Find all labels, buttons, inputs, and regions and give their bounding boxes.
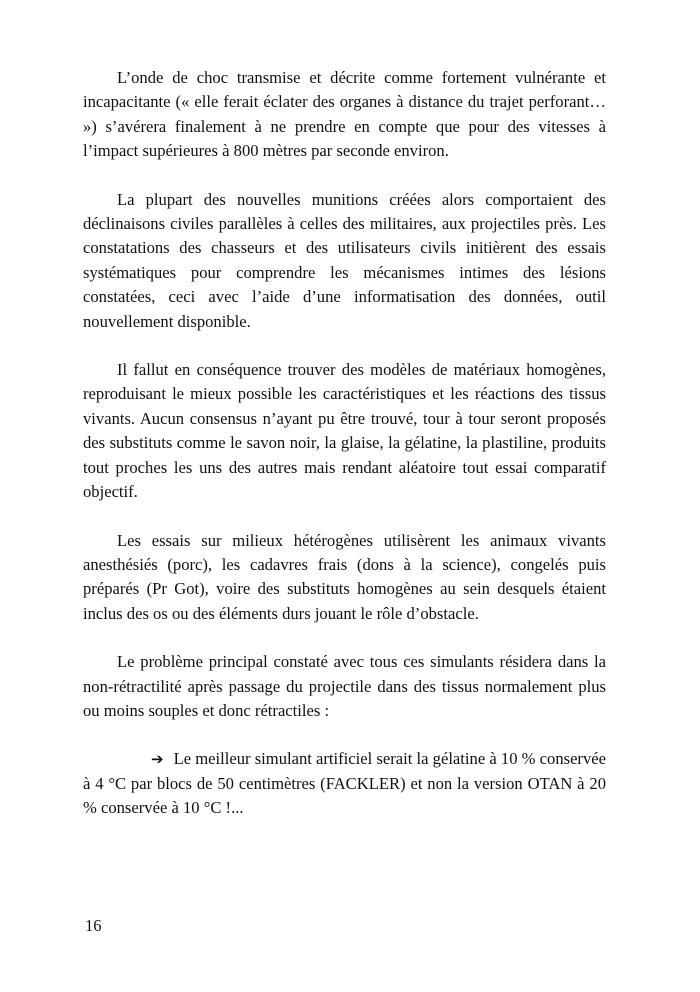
- paragraph-shock-wave: L’onde de choc transmise et décrite comme fortement vulnérante et incapacitante (« elle ferait éclater des organes à distance du trajet perforant… ») s’avérera finalement à ne prendre en compte que pour des vitesses à l’impact supérieures à 800 mètres par seconde environ.: [83, 68, 606, 161]
- page-number: 16: [85, 916, 102, 935]
- paragraph-new-munitions: La plupart des nouvelles munitions créées alors comportaient des déclinaisons civiles parallèles à celles des militaires, aux projectiles près. Les constatations des chasseurs et des utilisateurs civils initièrent des essais systématiques pour comprendre les mécanismes intimes des lésions constatées, ceci avec l’aide d’une informatisation des données, outil nouvellement disponible.: [83, 189, 606, 331]
- arrow-right-icon: ➔: [151, 750, 164, 769]
- page-body: [83, 66, 606, 821]
- conclusion-text: Le meilleur simulant artificiel serait la gélatine à 10 % conservée à 4 °C par blocs de 50 centimètres (FACKLER) et non la version OTAN à 20 % conservée à 10 °C !...: [83, 749, 606, 818]
- paragraph-conclusion: [83, 747, 606, 820]
- paragraph-main-problem: Le problème principal constaté avec tous ces simulants résidera dans la non-rétractilité après passage du projectile dans des tissus normalement plus ou moins souples et donc rétractiles :: [83, 652, 606, 720]
- paragraph-homogeneous-models: Il fallut en conséquence trouver des modèles de matériaux homogènes, reproduisant le mieux possible les caractéristiques et les réactions des tissus vivants. Aucun consensus n’ayant pu être trouvé, tour à tour seront proposés des substituts comme le savon noir, la glaise, la gélatine, la plastiline, produits tout proches les uns des autres mais rendant aléatoire tout essai comparatif objectif.: [83, 360, 606, 502]
- paragraph-heterogeneous-tests: Les essais sur milieux hétérogènes utilisèrent les animaux vivants anesthésiés (porc), les cadavres frais (dons à la science), congelés puis préparés (Pr Got), voire des substituts homogènes au sein desquels étaient inclus des os ou des éléments durs jouant le rôle d’obstacle.: [83, 530, 606, 623]
